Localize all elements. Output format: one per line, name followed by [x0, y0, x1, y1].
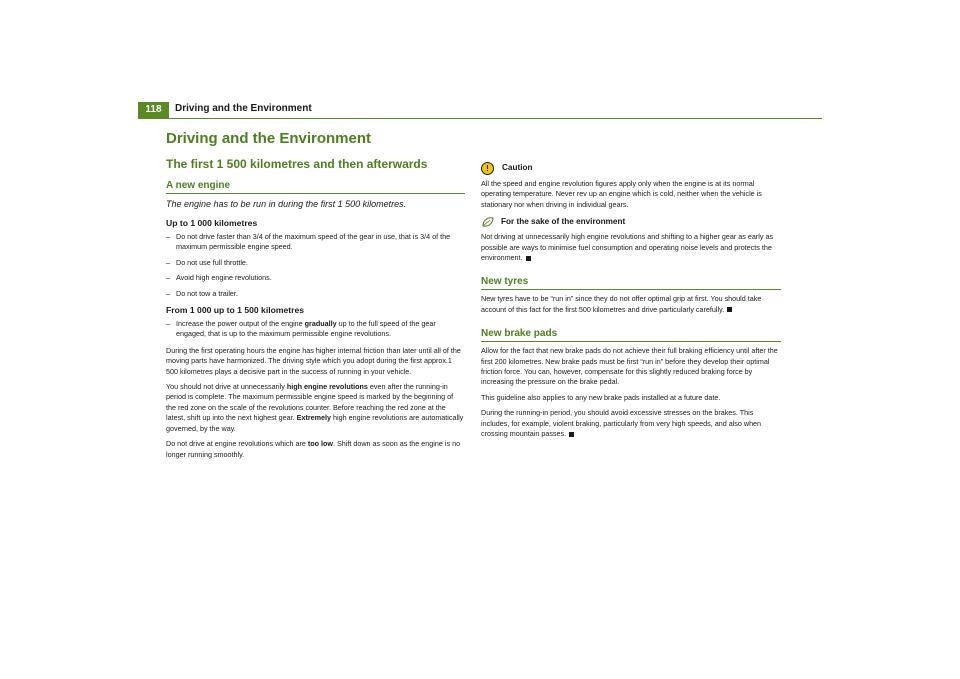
tyres-text: New tyres have to be “run in” since they do not offer optimal grip at first. You should take account of this fact for the first 500 kilometres and drive particularly carefully.: [481, 294, 762, 314]
section-title: The first 1 500 kilometres and then afterwards: [166, 157, 428, 171]
list-item: – Do not drive faster than 3/4 of the maximum speed of the gear in use, that is 3/4 of the maximum permissible engine speed.: [166, 232, 465, 253]
page-number: 118: [138, 102, 169, 118]
exclamation-warning-icon: !: [481, 162, 494, 175]
brakes-paragraph-3: During the running-in period, you should avoid excessive stresses on the brakes. This includes, for example, violent braking, particularly from very high speeds, and also when crossing mountain passes.: [481, 408, 762, 439]
caution-text: All the speed and engine revolution figures apply only when the engine is at its normal operating temperature. Never rev up an engine which is cold, neither when the vehicle is stationary nor when driving in individual gears.: [481, 179, 762, 209]
caution-heading: ! Caution: [481, 162, 781, 175]
subsection-title-new-engine: A new engine: [166, 179, 465, 194]
list-item: – Do not tow a trailer.: [166, 289, 465, 299]
list-up-to-1000: [166, 232, 465, 299]
subsection-title-new-brake-pads: New brake pads: [481, 327, 781, 342]
left-column: [166, 130, 465, 465]
list-item: – Increase the power output of the engine gradually up to the full speed of the gear engaged, that is up to the maximum permissible engine revolutions.: [166, 319, 465, 340]
header-divider: [138, 118, 822, 119]
brakes-paragraph-1: Allow for the fact that new brake pads do not achieve their full braking efficiency until after the first 200 kilometres. New brake pads must be first “run in” before they develop their optimal friction force. You can, however, compensate for this slightly reduced braking force by increasing the pressure on the brake pedal.: [481, 346, 778, 387]
brakes-paragraph-2: This guideline also applies to any new brake pads installed at a future date.: [481, 392, 721, 402]
list-item: – Do not use full throttle.: [166, 258, 465, 268]
end-square-icon: [526, 256, 531, 261]
subsection-title-new-tyres: New tyres: [481, 275, 781, 290]
leaf-environment-icon: [481, 216, 495, 228]
page-header: [138, 102, 822, 118]
environment-heading: For the sake of the environment: [481, 216, 781, 228]
list-1000-to-1500: [166, 319, 465, 340]
chapter-title: Driving and the Environment: [166, 130, 372, 147]
paragraph-low-revolutions: Do not drive at engine revolutions which are too low. Shift down as soon as the engine is no longer running smoothly.: [166, 439, 461, 459]
heading-up-to-1000: Up to 1 000 kilometres: [166, 218, 258, 228]
running-title: Driving and the Environment: [175, 103, 312, 114]
end-square-icon: [569, 432, 574, 437]
intro-text: The engine has to be run in during the first 1 500 kilometres.: [166, 199, 407, 209]
heading-1000-to-1500: From 1 000 up to 1 500 kilometres: [166, 305, 305, 316]
paragraph-friction: During the first operating hours the engine has higher internal friction than later until all of the moving parts have harmonized. The driving style which you adopt during the first approx.1 500 kilometres plays a decisive part in the success of running in your vehicle.: [166, 345, 461, 376]
list-item: – Avoid high engine revolutions.: [166, 273, 465, 283]
environment-text: Not driving at unnecessarily high engine revolutions and shifting to a higher gear as early as possible are ways to minimise fuel consumption and operating noise levels and protects the environment.: [481, 232, 774, 263]
right-column: [481, 162, 781, 445]
end-square-icon: [727, 307, 732, 312]
paragraph-high-revolutions: You should not drive at unnecessarily high engine revolutions even after the running-in period is complete. The maximum permissible engine speed is marked by the beginning of the red zone on the scale of the revolutions counter. Before reaching the red zone at the latest, shift up into the next highest gear. Extremely high engine revolutions are automatically governed, by the way.: [166, 382, 464, 433]
